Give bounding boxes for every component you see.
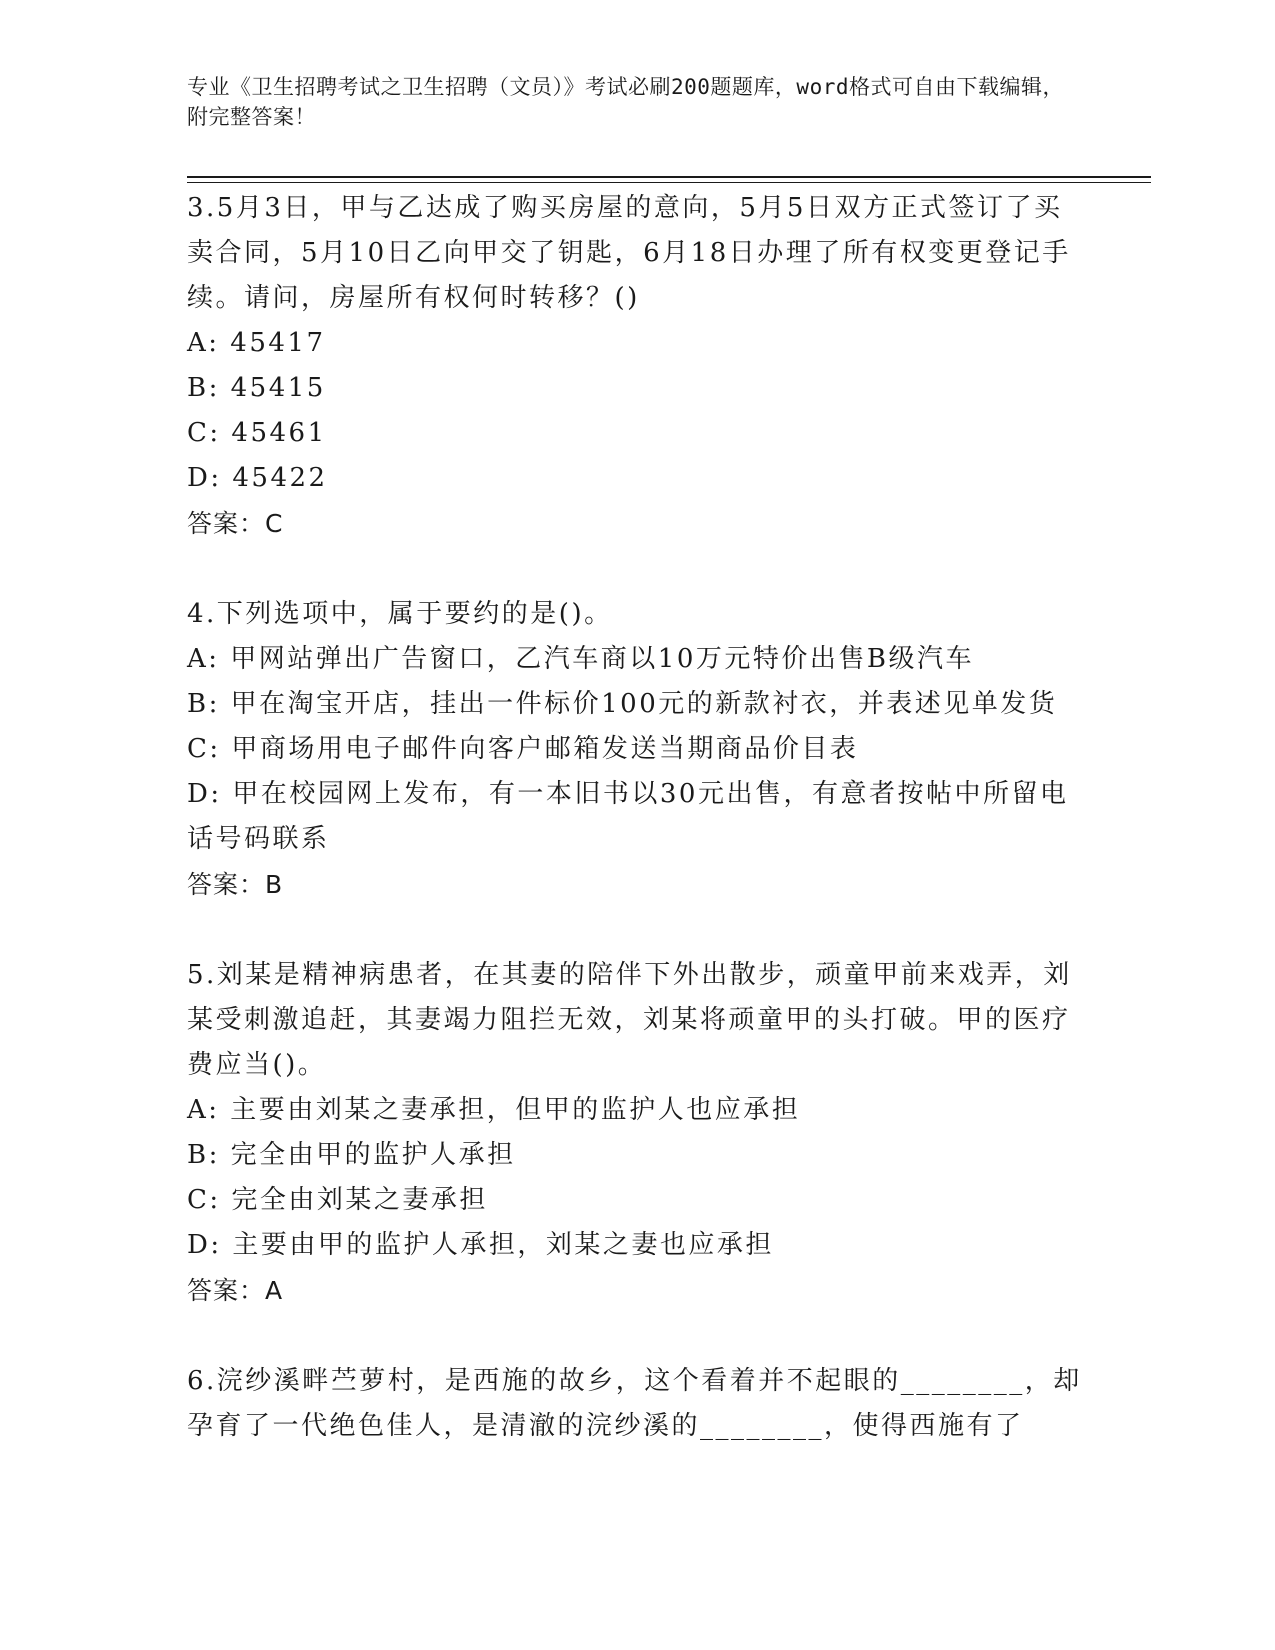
question-stem: 3.5月3日，甲与乙达成了购买房屋的意向，5月5日双方正式签订了买卖合同，5月10日乙向甲交了钥匙，6月18日办理了所有权变更登记手续。请问，房屋所有权何时转移？() <box>187 193 1071 313</box>
option-a: A: 主要由刘某之妻承担，但甲的监护人也应承担 <box>187 1095 801 1125</box>
question-5 <box>187 953 1087 1313</box>
question-stem: 6.浣纱溪畔苎萝村，是西施的故乡，这个看着并不起眼的________，却孕育了一代绝色佳人，是清澈的浣纱溪的________，使得西施有了 <box>187 1366 1082 1441</box>
answer-line: 答案：C <box>187 509 284 538</box>
option-d: D: 甲在校园网上发布，有一本旧书以30元出售，有意者按帖中所留电话号码联系 <box>187 779 1069 854</box>
option-a: A: 45417 <box>187 328 326 358</box>
answer-line: 答案：B <box>187 870 284 899</box>
option-c: C: 45461 <box>187 418 327 448</box>
answer-line: 答案：A <box>187 1276 284 1305</box>
option-d: D: 45422 <box>187 463 328 493</box>
option-c: C: 完全由刘某之妻承担 <box>187 1185 488 1215</box>
question-list <box>187 186 1087 1495</box>
question-stem: 4.下列选项中，属于要约的是()。 <box>187 599 613 629</box>
document-header: 专业《卫生招聘考试之卫生招聘（文员）》考试必刷200题题库，word格式可自由下载编辑，附完整答案！ <box>187 75 1064 129</box>
option-b: B: 甲在淘宝开店，挂出一件标价100元的新款衬衣，并表述见单发货 <box>187 689 1058 719</box>
option-c: C: 甲商场用电子邮件向客户邮箱发送当期商品价目表 <box>187 734 859 764</box>
question-stem: 5.刘某是精神病患者，在其妻的陪伴下外出散步，顽童甲前来戏弄，刘某受刺激追赶，其妻竭力阻拦无效，刘某将顽童甲的头打破。甲的医疗费应当()。 <box>187 960 1072 1080</box>
header-divider-thick <box>187 176 1151 178</box>
option-a: A: 甲网站弹出广告窗口，乙汽车商以10万元特价出售B级汽车 <box>187 644 974 674</box>
header-divider-thin <box>187 182 1151 183</box>
question-3 <box>187 186 1087 546</box>
option-b: B: 完全由甲的监护人承担 <box>187 1140 516 1170</box>
question-6 <box>187 1359 1087 1449</box>
option-b: B: 45415 <box>187 373 326 403</box>
option-d: D: 主要由甲的监护人承担，刘某之妻也应承担 <box>187 1230 774 1260</box>
question-4 <box>187 592 1087 907</box>
